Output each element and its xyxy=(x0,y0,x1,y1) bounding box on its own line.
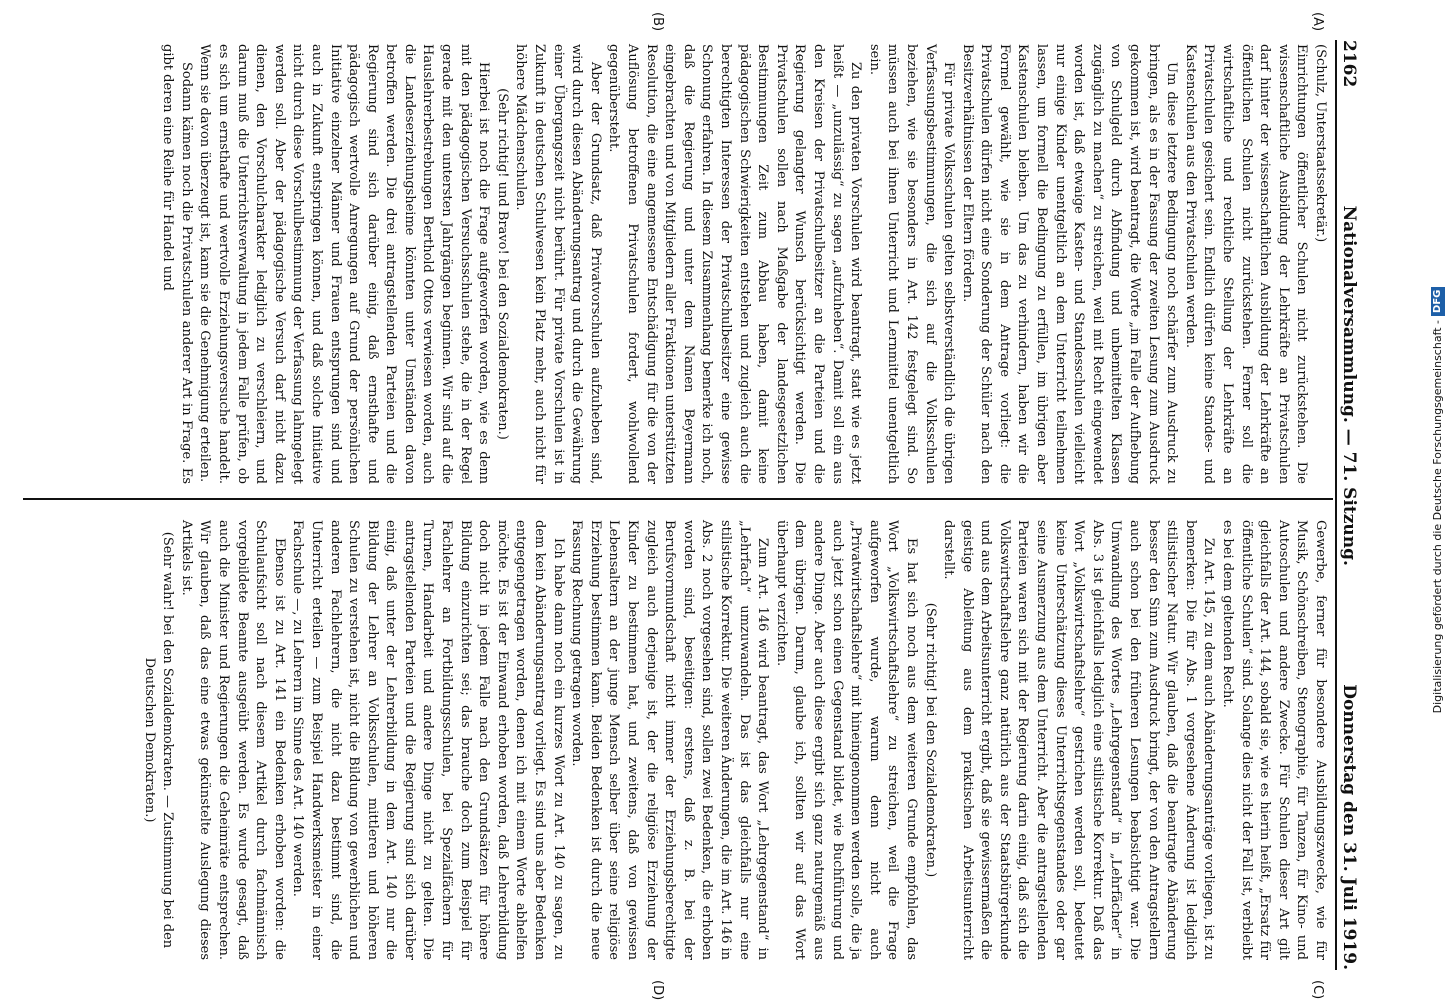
paragraph: Zu den privaten Vorschulen wird beantragt, statt wie es jetzt heißt — „unzulässig“ zu sagen „aufzuheben“. Damit soll ein aus den Kreisen der Privatschulbesitzer an die Parteien und die Regierung gelangter Wunsch berücksichtigt werden. Die Privatschulen sollen nach Maßgabe der landesgesetzlichen Bestimmungen Zeit zum Abbau haben, damit keine pädagogischen Schwierigkeiten entstehen und zugleich auch die berechtigten Interessen der Privatschulbesitzer eine gewisse Schonung erfahren. In diesem Zusammenhang bemerke ich noch, daß die Regierung und unter dem Namen Beyermann eingebrachten und von Mitgliedern aller Fraktionen unterstützten Resolution, die eine angemessene Entschädigung für die von der Auflösung betroffenen Privatschulen fordert, wohlwollend gegenübersteht. xyxy=(606,44,864,484)
paragraph: Aber der Grundsatz, daß Privatvorschulen aufzuheben sind, wird durch diesen Abänderungsantrag und durch die Gewährung einer Übergangszeit nicht berührt. Für private Vorschulen ist in Zukunft in deutschen Schulwesen kein Platz mehr, auch nicht für höhere Mädchenschulen. xyxy=(513,44,603,484)
digitization-credit xyxy=(1408,10,1444,990)
margin-mark-d: (D) xyxy=(650,980,665,1000)
paragraph: Ich habe dann noch ein kurzes Wort zu Art. 140 zu sagen, zu dem kein Abänderungsantrag vorliegt. Es sind uns aber Bedenken entgegengetragen worden, denen ich mit einem Worte abhelfen möchte. Es ist der Einwand erhoben worden, daß Lehrerbildung doch nicht in jedem Falle nach den Grundsätzen für höhere Bildung einzurichten sei; das brauche doch zum Beispiel für Fachlehrer an Fortbildungsschulen, bei Spezialfächern für Turnen, Handarbeit und andere Dinge nicht zu gelten. Die antragstellenden Parteien und die Regierung sind sich darüber einig, daß unter der Lehrerbildung in dem Art. 140 nur die Bildung der Lehrer an Volksschulen, mittleren und höheren Schulen zu verstehen ist, nicht die Bildung von gewerblichen und anderen Fachlehrern, die nicht dazu bestimmt sind, die Unterricht erteilen — zum Beispiel Handwerksmeister in einer Fachschule —, zu Lehrern im Sinne des Art. 140 werden. xyxy=(290,520,566,960)
left-column xyxy=(29,44,1329,484)
paragraph: Es hat sich noch aus dem weiteren Grunde empfohlen, das Wort „Volkswirtschaftslehre“ zu streichen, weil die Frage aufgeworfen wurde, warum denn nicht auch „Privatwirtschaftslehre“ mit hineingenommen werden solle, die ja auch jetzt schon einen Gegenstand bildet, wie Buchführung und andere Dinge. Aber auch diese ergibt sich ganz naturgemäß aus dem übrigen. Darum, glaube ich, sollten wir auf das Wort überhaupt verzichten. xyxy=(773,520,919,960)
paragraph: Ebenso ist zu Art. 141 ein Bedenken erhoben worden: die Schulaufsicht soll nach diesem Artikel durch fachmännisch vorgebildete Beamte ausgeübt werden. Es wurde gesagt, daß auch die Minister und Regierungen die Geheimräte entsprechen. Wir glauben, daß das eine etwas gekünstelte Auslegung dieses Artikels ist. xyxy=(178,520,287,960)
interjection: (Sehr richtig! bei den Sozialdemokraten.) xyxy=(922,602,938,878)
paragraph: Zum Art. 146 wird beantragt, das Wort „Lehrgegenstand“ in „Lehrfach“ umzuwandeln. Das ist das gleichfalls nur eine stilistische Korrektur. Die weiteren Änderungen, die im Art. 146 in Abs. 2 noch vorgesehen sind, sollen zwei Bedenken, die erhoben worden sind, beseitigen: erstens, daß z. B. bei der Berufsvormundschaft nicht immer der Erziehungsberechtigte zugleich auch derjenige ist, der die religiöse Erziehung der Kinder zu bestimmen hat, und zweitens, daß von gewissen Lebensaltern an der junge Mensch selber über seine religiöse Erziehung bestimmen kann. Beiden Bedenken ist durch die neue Fassung Rechnung getragen worden. xyxy=(569,520,771,961)
paragraph: Um diese letztere Bedingung noch schärfer zum Ausdruck zu bringen, als es in der Fassung der zweiten Lesung zum Ausdruck gekommen ist, wird beantragt, die Worte „im Falle der Aufhebung von Schulgeld durch Abfindung und unbemittelten Klassen zugänglich zu machen“ zu streichen, weil mit Recht eingewendet worden ist, daß etwaige Kasten- und Standesschulen vielleicht nur einige Kinder unentgeltlich an dem Unterricht teilnehmen lassen, um formell die Bedingung zu erfüllen, im übrigen aber Kastenschulen bleiben. Um das zu verhindern, haben wir die Formel gewählt, wie sie in dem Antrage vorliegt: die Privatschulen dürfen nicht eine Sonderung der Schüler nach den Besitzverhältnissen der Eltern fördern. xyxy=(959,44,1180,484)
interjection: (Sehr wahr! bei den Sozialdemokraten. — Zustimmung bei den Deutschen Demokraten.) xyxy=(141,531,176,949)
header-left-title: Nationalversammlung. — 71. Sitzung. xyxy=(1339,205,1359,566)
page-header xyxy=(1339,40,1367,970)
rotated-page xyxy=(5,0,1385,1000)
paragraph: Gewerbe, ferner für besondere Ausbildungszwecke, wie für Musik, Schönschreiben, Stenographie, für Tanzen, für Kino- und Autoschulen und andere Zwecke. Für Schulen dieser Art gilt gleichfalls der Art. 144, sobald sie, wie es hierin heißt, „Ersatz für öffentliche Schulen“ sind. Solange dies nicht der Fall ist, verbleibt es bei dem geltenden Recht. xyxy=(1220,520,1328,960)
margin-mark-a: (A) xyxy=(1310,12,1325,32)
column-divider xyxy=(23,498,1333,500)
header-rule xyxy=(1335,40,1337,970)
interjection: (Sehr richtig! und Bravo! bei den Sozialdemokraten.) xyxy=(494,88,510,440)
margin-mark-c: (C) xyxy=(1310,980,1325,1000)
paragraph: Hierbei ist noch die Frage aufgeworfen worden, wie es denn mit den pädagogischen Versuchsschulen stehe, die in der Regel gerade mit den untersten Jahrgängen beginnen. Wir sind auf die Hauslehrerbestrebungen Berthold Ottos verwiesen worden, auch die Landeserziehungsheime könnten unter Umständen davon betroffen werden. Die drei antragstellenden Parteien und die Regierung sind sich darüber einig, daß ernsthafte und pädagogisch wertvolle Anregungen auf Grund der persönlichen Initiative einzelner Männer und Frauen entsprungen sind und auch in Zukunft entspringen können, und daß solche Initiative nicht durch diese Vorschulbestimmung der Verfassung lahmgelegt werden soll. Aber der pädagogische Versuch darf nicht dazu dienen, den Vorschulcharakter lediglich zu verschleiern, und darum muß die Unterrichtsverwaltung in jedem Falle prüfen, ob es sich um ernsthafte und wertvolle Erziehungsversuche handelt. Wenn sie davon überzeugt ist, kann sie die Genehmigung erteilen. xyxy=(197,44,492,484)
page-number: 2162 xyxy=(1339,40,1359,88)
paragraph: Für private Volksschulen gelten selbstverständlich die übrigen Verfassungsbestimmungen, die sich auf die Volksschulen beziehen, wie sie besonders in Art. 142 festgelegt sind. So müssen auch bei ihnen Unterricht und Lernmittel unentgeltlich sein. xyxy=(866,44,957,484)
header-right-title: Donnerstag den 31. Juli 1919. xyxy=(1339,684,1359,970)
credit-text: Digitalisierung gefördert durch die Deutsche Forschungsgemeinschaft - xyxy=(1431,319,1444,714)
paragraph: Sodann kämen noch die Privatschulen anderer Art in Frage. Es gibt deren eine Reihe für Handel und xyxy=(160,44,194,484)
paragraph: Einrichtungen öffentlicher Schulen nicht zurückstehen. Die wissenschaftliche Ausbildung der Lehrkräfte an Privatschulen darf hinter der wissenschaftlichen Ausbildung der Lehrkräfte an öffentlichen Schulen nicht zurückstehen. Ferner soll die wirtschaftliche und rechtliche Stellung der Lehrkräfte an Privatschulen gesichert sein. Endlich dürfen keine Standes- und Kastenschulen aus den Privatschulen werden. xyxy=(1182,44,1310,484)
margin-mark-b: (B) xyxy=(650,12,665,32)
paragraph: Zu Art. 145, zu dem auch Abänderungsanträge vorliegen, ist zu bemerken: Die für Abs. 1 vorgesehene Änderung ist lediglich stilistischer Natur. Wir glauben, daß die beantragte Abänderung besser den Sinn zum Ausdruck bringt, der von den Antragstellern auch schon bei den früheren Lesungen beabsichtigt war. Die Umwandlung des Wortes „Lehrgegenstand“ in „Lehrfächer“ in Abs. 3 ist gleichfalls lediglich eine stilistische Korrektur. Daß das Wort „Volkswirtschaftslehre“ gestrichen werden soll, bedeutet keine Unterschätzung dieses Unterrichtsgegenstandes oder gar seine Ausmerzung aus dem Unterricht. Aber die antragstellenden Parteien waren sich mit der Regierung darin einig, daß sich die Volkswirtschaftslehre ganz natürlich aus der Staatsbürgerkunde und aus dem Arbeitsunterricht ergibt, daß sie gewissermaßen die geistige Ableitung aus dem praktischen Arbeitsunterricht darstellt. xyxy=(941,520,1217,960)
dfg-logo: DFG xyxy=(1431,287,1445,316)
right-column xyxy=(29,520,1329,960)
speaker-note: (Schulz, Unterstaatssekretär.) xyxy=(1313,44,1328,243)
